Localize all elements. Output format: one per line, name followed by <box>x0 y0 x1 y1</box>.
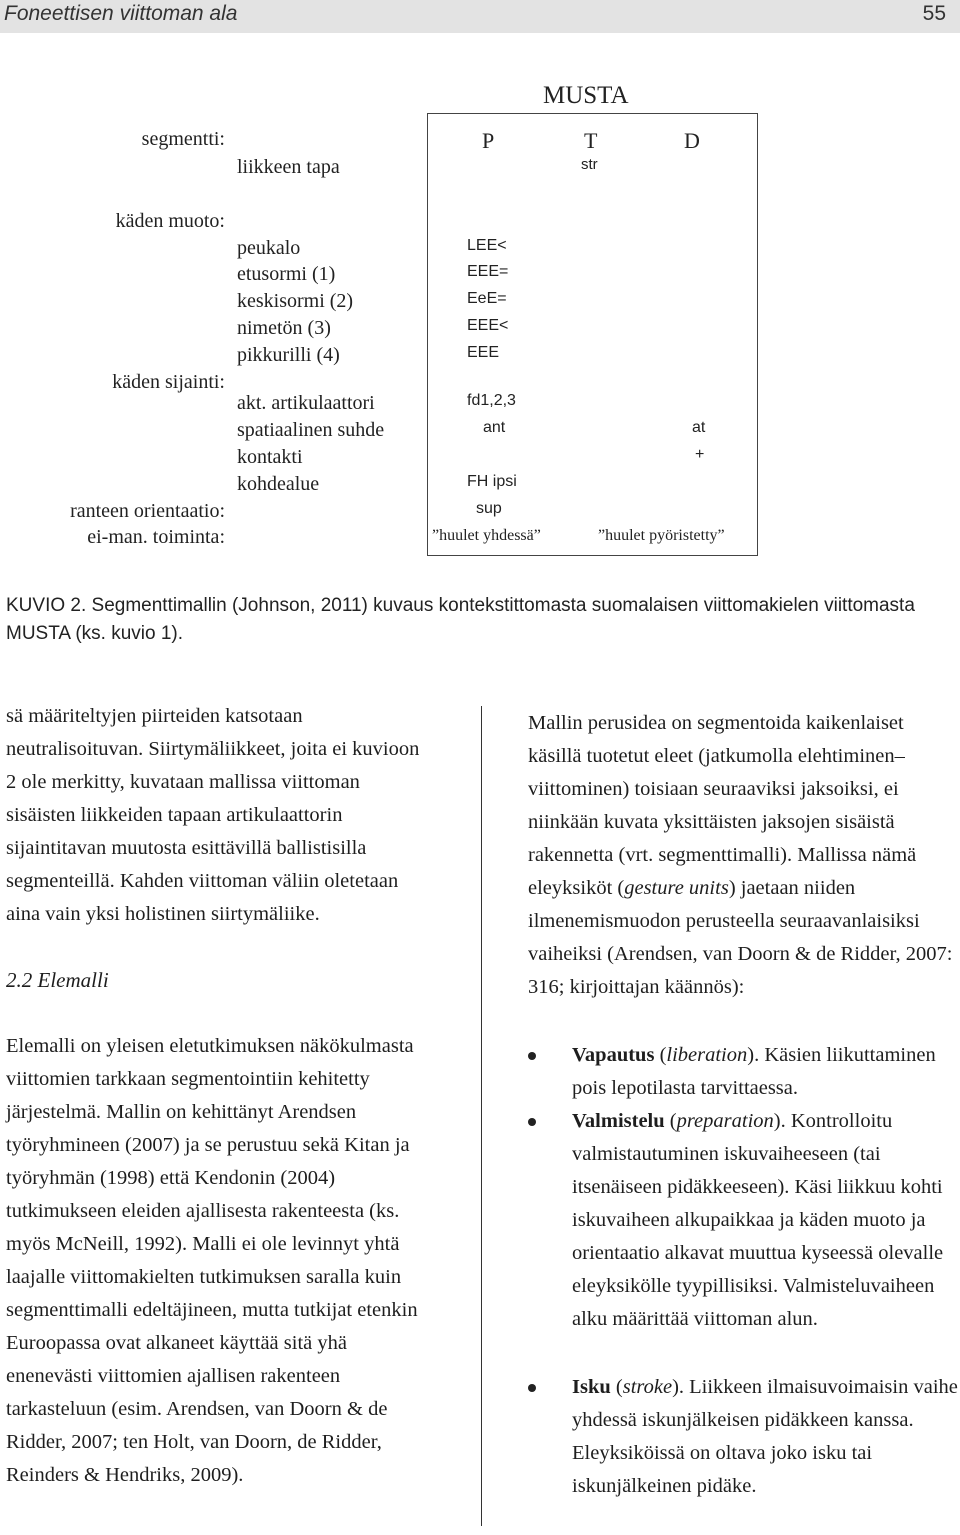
bullet-term: Vapautus <box>572 1044 655 1066</box>
sign-gloss: MUSTA <box>543 82 629 109</box>
bullet-english: preparation <box>676 1110 774 1132</box>
location-code: FH ipsi <box>467 473 517 490</box>
handshape-code-5: EEE <box>467 344 500 361</box>
spatial-code-ant: ant <box>483 419 506 436</box>
bullet-term: Valmistelu <box>572 1110 665 1132</box>
label-akt-artikulaattori: akt. artikulaattori <box>237 392 375 414</box>
label-ranteen-orientaatio: ranteen orientaatio: <box>70 500 225 522</box>
segment-t: T <box>584 128 598 153</box>
label-ei-man-toiminta: ei-man. toiminta: <box>87 526 225 548</box>
label-spatiaalinen-suhde: spatiaalinen suhde <box>237 419 385 441</box>
handshape-code-3: EeE= <box>467 290 507 307</box>
label-kontakti: kontakti <box>237 446 303 468</box>
orientation-code: sup <box>476 500 502 517</box>
bullet-dot <box>528 1118 536 1126</box>
bullet-item-isku: Isku (stroke). Liikkeen ilmaisuvoimaisin vaihe yhdessä iskunjälkeisen pidäkkeen kanssa. Eleyksiköissä on oltava joko isku tai iskunjälkeinen pidäke. <box>528 1371 958 1503</box>
running-header-title: Foneettisen viittoman ala <box>4 2 238 25</box>
right-paragraph-1-b: ) jaetaan niiden ilmenemismuodon perusteella seuraavanlaisiksi vaiheiksi (Arendsen, van Doorn & de Ridder, 2007: 316; kirjoittajan käännös): <box>528 877 953 998</box>
section-heading: 2.2 Elemalli <box>6 968 109 992</box>
bullet-text: Kontrolloitu valmistautuminen iskuvaiheeseen (tai itsenäiseen pidäkkeeseen). Käsi liikkuu kohti iskuvaiheen alkupaikkaa ja käden muoto ja orientaatio alkavat muuttua kyseessä olevalle eleyksikölle tyypillisiksi. Valmisteluvaiheen alku määrittää viittoman alun. <box>572 1110 944 1330</box>
figure-caption: KUVIO 2. Segmenttimallin (Johnson, 2011) kuvaus kontekstittomasta suomalaisen viittomakielen viittomasta MUSTA (ks. kuvio 1). <box>6 595 915 644</box>
bullet-dot <box>528 1052 536 1060</box>
bullet-text: Käsien liikuttaminen pois lepotilasta tarvittaessa. <box>572 1044 936 1099</box>
bullet-dot <box>528 1384 536 1392</box>
label-segmentti: segmentti: <box>141 128 225 150</box>
gesture-units-term: gesture units <box>624 877 729 899</box>
label-nimeton: nimetön (3) <box>237 317 331 339</box>
left-column <box>6 700 434 1492</box>
label-kohdealue: kohdealue <box>237 473 320 495</box>
right-column <box>528 707 956 1004</box>
handshape-code-4: EEE< <box>467 317 509 334</box>
label-keskisormi: keskisormi (2) <box>237 290 354 312</box>
label-etusormi: etusormi (1) <box>237 263 336 285</box>
bullet-english: liberation <box>666 1044 748 1066</box>
right-paragraph-1-a: Mallin perusidea on segmentoida kaikenlaiset käsillä tuotetut eleet (jatkumolla elehtiminen–viittominen) toisiaan seuraaviksi jaksoiksi, ei niinkään kuvata yksittäisten jaksojen sisäistä rakennetta (vrt. segmenttimalli). Mallissa nämä eleyksiköt ( <box>528 712 917 899</box>
bullet-term: Isku <box>572 1376 611 1398</box>
label-kaden-muoto: käden muoto: <box>115 210 225 232</box>
label-liikkeen-tapa: liikkeen tapa <box>237 156 340 178</box>
segment-d: D <box>684 128 700 153</box>
handshape-code-2: EEE= <box>467 263 509 280</box>
label-peukalo: peukalo <box>237 237 301 259</box>
bullet-english: stroke <box>622 1376 673 1398</box>
left-paragraph-2: Elemalli on yleisen eletutkimuksen näkökulmasta viittomien tarkkaan segmentointiin kehitetty järjestelmä. Mallin on kehittänyt Arendsen työryhmineen (2007) ja se perustuu sekä Kitan ja työryhmän (1998) että Kendonin (2004) tutkimukseen eleiden ajallisesta rakenteesta (ks. myös McNeill, 1992). Malli ei ole levinnyt yhtä laajalle viittomakielten tutkimuksen saralla kuin segmenttimalli edeltäjineen, mutta tutkijat etenkin Euroopassa ovat alkaneet käyttää sitä yhä enenevästi viittomien ajallisen rakenteen tarkasteluun (esim. Arendsen, van Doorn & de Ridder, 2007; ten Holt, van Doorn, de Ridder, Reinders & Hendriks, 2009). <box>6 1035 418 1486</box>
bullet-item-vapautus: Vapautus (liberation). Käsien liikuttaminen pois lepotilasta tarvittaessa. <box>528 1039 958 1105</box>
contact-code-plus: + <box>695 446 705 463</box>
spatial-code-at: at <box>692 419 706 436</box>
articulator-code: fd1,2,3 <box>467 392 516 409</box>
left-paragraph-1: sä määriteltyjen piirteiden katsotaan neutralisoituvan. Siirtymäliikkeet, joita ei kuvioon 2 ole merkitty, kuvataan mallissa viittoman sisäisten liikkeiden tapaan artikulaattorin sijaintitavan muutosta esittävillä ballistisilla segmenteillä. Kahden viittoman väliin oletetaan aina vain yksi holistinen siirtymäliike. <box>6 705 420 925</box>
bullet-item-valmistelu: Valmistelu (preparation). Kontrolloitu valmistautuminen iskuvaiheeseen (tai itsenäiseen pidäkkeeseen). Käsi liikkuu kohti iskuvaiheen alkupaikkaa ja käden muoto ja orientaatio alkavat muuttua kyseessä olevalle eleyksikölle tyypillisiksi. Valmisteluvaiheen alku määrittää viittoman alun. <box>528 1105 958 1336</box>
column-divider <box>481 706 482 1526</box>
nonmanual-left: ”huulet yhdessä” <box>432 527 541 544</box>
bullet-text: Liikkeen ilmaisuvoimaisin vaihe yhdessä iskunjälkeisen pidäkkeen kanssa. Eleyksiköissä on oltava joko isku tai iskunjälkeinen pidäke. <box>572 1376 958 1497</box>
right-paragraph-1 <box>528 707 956 1004</box>
nonmanual-right: ”huulet pyöristetty” <box>598 527 725 544</box>
label-pikkurilli: pikkurilli (4) <box>237 344 340 366</box>
page-number: 55 <box>922 2 946 25</box>
handshape-code-1: LEE< <box>467 237 507 254</box>
movement-str: str <box>581 156 598 173</box>
label-kaden-sijainti: käden sijainti: <box>112 371 225 393</box>
segment-p: P <box>482 128 495 153</box>
